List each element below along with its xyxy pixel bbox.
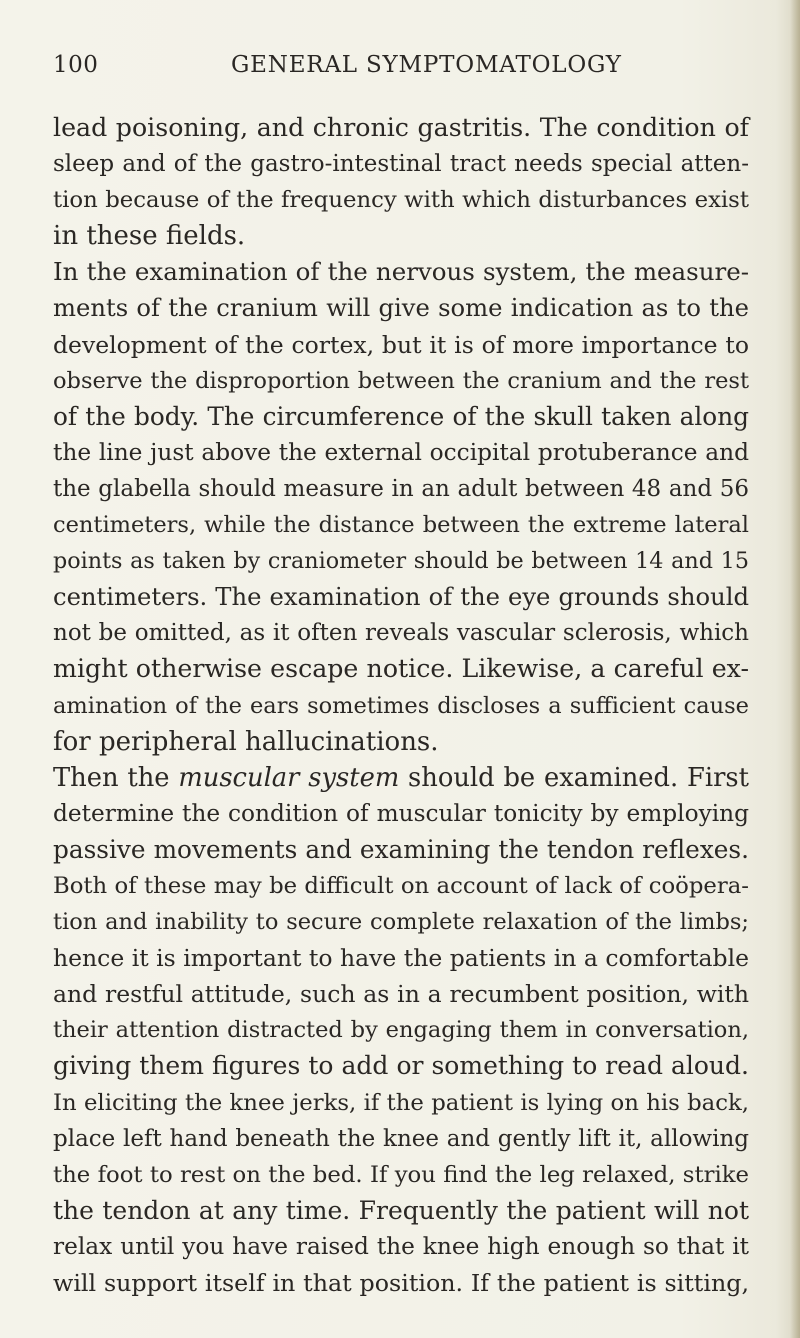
text-line: in these fields. <box>53 221 246 252</box>
text-line: the foot to rest on the bed. If you find the leg relaxed, strike <box>53 1161 749 1188</box>
text-line: sleep and of the gastro-intestinal tract needs special atten- <box>53 151 749 178</box>
text-line: the line just above the external occipital protuberance and <box>53 438 749 466</box>
text-line: place left hand beneath the knee and gently lift it, allowing <box>53 1125 749 1152</box>
text-line: centimeters, while the distance between the extreme lateral <box>53 512 749 539</box>
page-number: 100 <box>53 52 99 78</box>
text-line: might otherwise escape notice. Likewise, a careful ex- <box>53 654 749 684</box>
body-text <box>53 110 749 1301</box>
text-line: relax until you have raised the knee high enough so that it <box>53 1232 749 1260</box>
text-line: will support itself in that position. If the patient is sitting, <box>53 1269 749 1297</box>
text-line: not be omitted, as it often reveals vascular sclerosis, which <box>53 620 749 647</box>
text-line: the glabella should measure in an adult between 48 and 56 <box>53 475 749 502</box>
text-line: giving them figures to add or something to read aloud. <box>53 1051 749 1081</box>
text-line: of the body. The circumference of the skull taken along <box>53 401 749 431</box>
text-line: In the examination of the nervous system, the measure- <box>53 257 749 287</box>
text-line: development of the cortex, but it is of more importance to <box>53 330 749 359</box>
text-segment: Then the <box>53 762 179 793</box>
text-line: points as taken by craniometer should be between 14 and 15 <box>53 548 749 575</box>
text-line: lead poisoning, and chronic gastritis. The condition of <box>53 113 749 142</box>
emphasized-term: muscular system <box>178 762 400 793</box>
text-line: centimeters. The examination of the eye grounds should <box>53 582 749 612</box>
text-line: Both of these may be difficult on account of lack of coöpera- <box>53 872 749 899</box>
text-line: hence it is important to have the patients in a comfortable <box>53 944 749 973</box>
text-segment: should be examined. First <box>399 762 749 793</box>
text-line: determine the condition of muscular tonicity by employing <box>53 799 749 827</box>
text-line: their attention distracted by engaging them in conversation, <box>53 1017 749 1044</box>
text-line: the tendon at any time. Frequently the patient will not <box>53 1195 749 1225</box>
text-line: and restful attitude, such as in a recumbent position, with <box>53 980 749 1009</box>
text-line: tion because of the frequency with which disturbances exist <box>53 187 749 214</box>
text-line: passive movements and examining the tendon reflexes. <box>53 834 749 864</box>
text-line: for peripheral hallucinations. <box>53 726 439 757</box>
text-line: observe the disproportion between the cranium and the rest <box>53 367 749 394</box>
page-header <box>53 52 743 88</box>
text-line: tion and inability to secure complete relaxation of the limbs; <box>53 909 749 936</box>
running-head: GENERAL SYMPTOMATOLOGY <box>231 52 622 78</box>
text-line <box>53 760 749 796</box>
text-line: In eliciting the knee jerks, if the patient is lying on his back, <box>53 1089 749 1116</box>
text-line: amination of the ears sometimes discloses a sufficient cause <box>53 692 749 719</box>
page-edge <box>790 0 800 1338</box>
text-line: ments of the cranium will give some indication as to the <box>53 293 749 323</box>
